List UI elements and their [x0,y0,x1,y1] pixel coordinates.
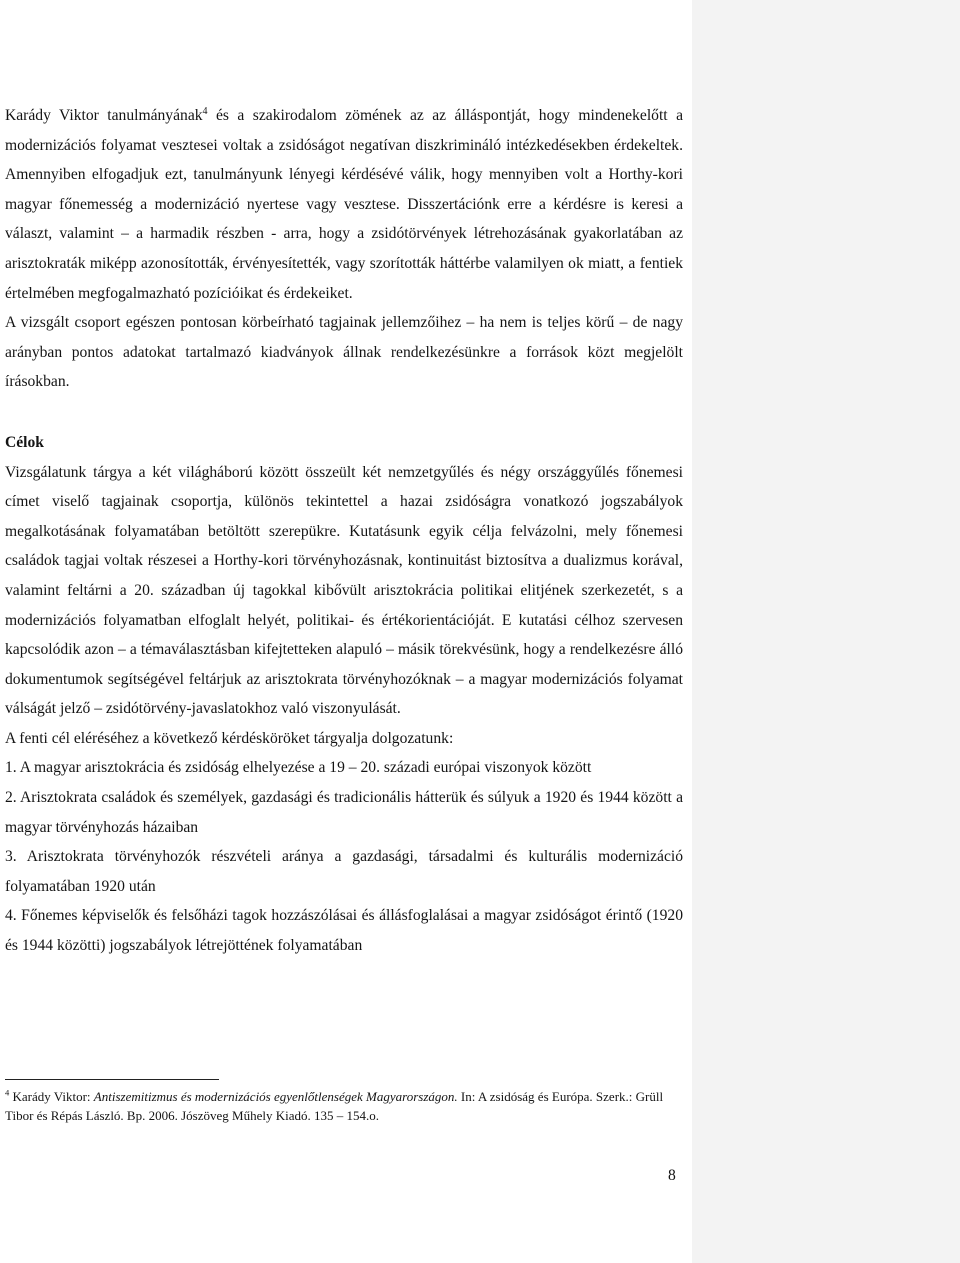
footnote-author: Karády Viktor: [9,1089,94,1104]
footnote-details: In: A zsidóság és Európa. Szerk.: Grüll Tibor és Répás László. Bp. 2006. Jószöveg Műhely Kiadó. 135 – 154.o. [5,1089,664,1123]
comment-margin-panel [692,0,960,1263]
list-item: 1. A magyar arisztokrácia és zsidóság elhelyezése a 19 – 20. századi európai viszonyok között [5,759,592,777]
list-item: 3. Arisztokrata törvényhozók részvételi aránya a gazdasági, társadalmi és kulturális modernizáció folyamatában 1920 után [5,848,683,895]
paragraph-sources: A vizsgált csoport egészen pontosan körbeírható tagjainak jellemzőihez – ha nem is teljes körű – de nagy arányban pontos adatokat tartalmazó kiadványok állnak rendelkezésünkre a források közt megjelölt írásokban. [5,314,683,391]
footnote-title: Antiszemitizmus és modernizációs egyenlőtlenségek Magyarországon. [93,1089,458,1104]
section-heading: Célok [5,433,44,451]
paragraph-goals: Vizsgálatunk tárgya a két világháború között összeült két nemzetgyűlés és négy országgyűlés főnemesi címet viselő tagjainak csoportja, különös tekintettel a hazai zsidóságra vonatkozó jogszabályok megalkotásának folyamatában betöltött szerepükre. Kutatásunk egyik célja felvázolni, mely főnemesi családok tagjai voltak részesei a Horthy-kori törvényhozásnak, kontinuitást biztosítva a dualizmus korával, valamint feltárni a 20. században új tagokkal kibővült arisztokrácia politikai elitjének szerkezetét, s a modernizációs folyamatban elfoglalt helyét, politikai- és értékorientációját. E kutatási célhoz szervesen kapcsolódik azon – a témaválasztásban kifejtetteken alapuló – másik törekvésünk, hogy a rendelkezésre álló dokumentumok segítségével feltárjuk az arisztokrata törvényhozóknak – a magyar modernizációs folyamat válságát jelző – zsidótörvény-javaslatokhoz való viszonyulását. [5,463,683,718]
list-intro: A fenti cél eléréséhez a következő kérdésköröket tárgyalja dolgozatunk: [5,729,454,747]
footnote-number: 4 [5,1087,10,1098]
footnote-reference[interactable]: 4 [202,105,208,117]
paragraph-text: Karády Viktor tanulmányának [5,107,203,124]
paragraph-text: és a szakirodalom zömének az az álláspontját, hogy mindenekelőtt a modernizációs folyamat vesztesei voltak a zsidóságot negatívan diszkrimináló intézkedésekben érdekeltek. Amennyiben elfogadjuk ezt, tanulmányunk lényegi kérdésévé válik, hogy mennyiben volt a Horthy-kori magyar főnemesség a modernizáció nyertese vagy vesztese. Disszertációnk erre a kérdésre is keresi a választ, valamint – a harmadik részben - arra, hogy a zsidótörvények létrehozásának gyakorlatában az arisztokraták miképp azonosították, érvényesítették, vagy szorították háttérbe valamilyen ok miatt, a fentiek értelmében megfogalmazható pozícióikat és érdekeiket. [5,107,683,302]
paragraph-karady [5,101,683,308]
list-item: 4. Főnemes képviselők és felsőházi tagok hozzászólásai és állásfoglalásai a magyar zsidóságot érintő (1920 és 1944 közötti) jogszabályok létrejöttének folyamatában [5,907,683,955]
list-item: 2. Arisztokrata családok és személyek, gazdasági és tradicionális hátterük és súlyuk a 1920 és 1944 között a magyar törvényhozás házaiban [5,789,683,836]
document-body [5,101,683,961]
footnote [5,1087,665,1125]
footnote-separator [5,1079,219,1080]
page-number: 8 [668,1167,676,1184]
